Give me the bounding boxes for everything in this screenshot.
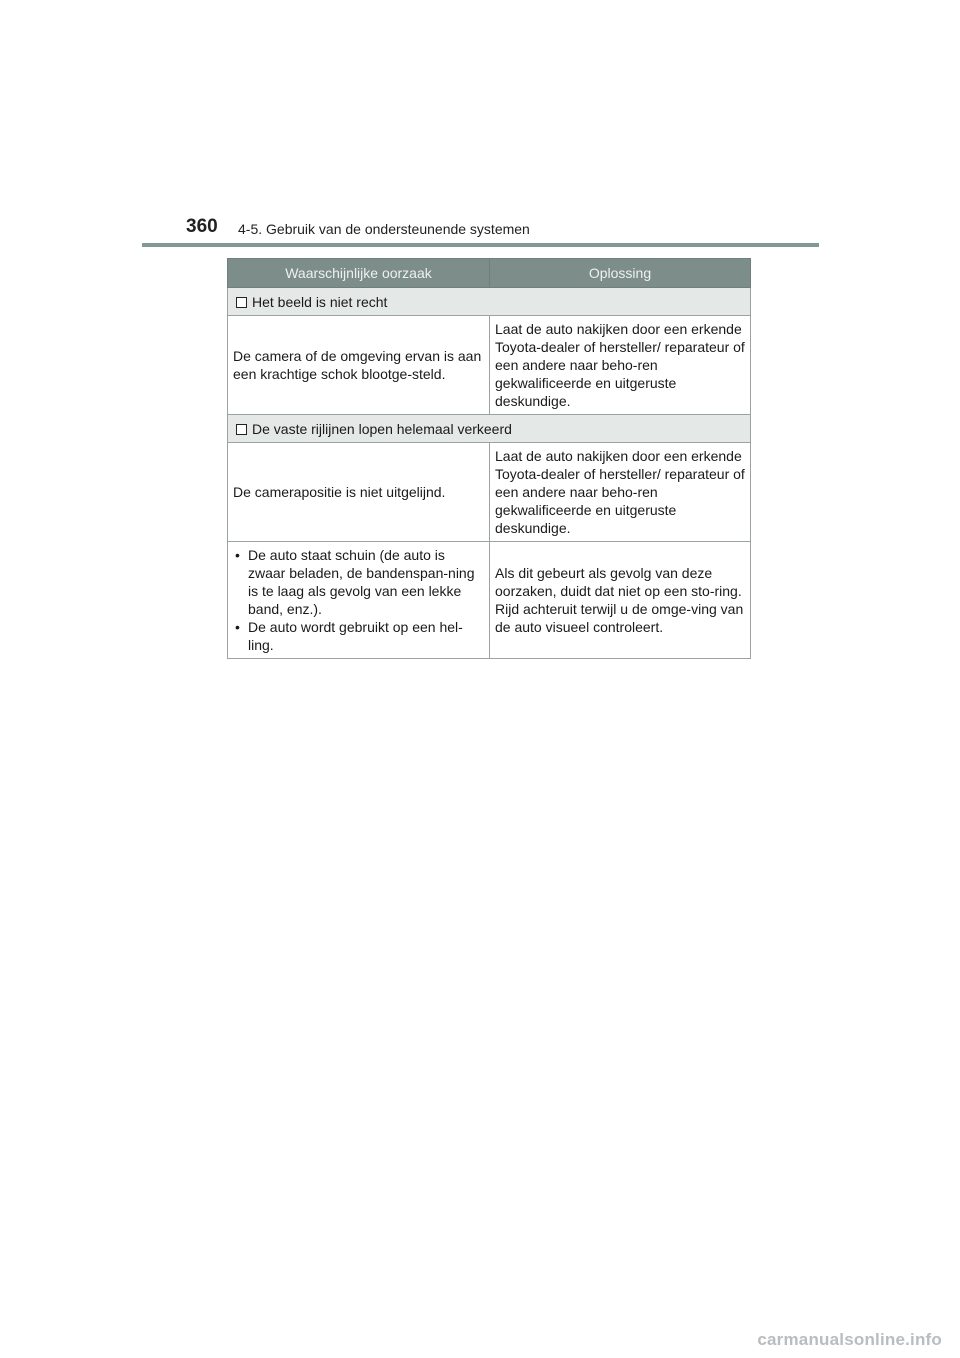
solution-cell: Als dit gebeurt als gevolg van deze oorzaken, duidt dat niet op een sto-ring. Rijd achteruit terwijl u de omge-ving van de auto visueel controleert. <box>490 542 751 659</box>
cause-cell: De camera of de omgeving ervan is aan een krachtige schok blootge-steld. <box>228 316 490 415</box>
table-row <box>228 443 751 542</box>
section-title: 4-5. Gebruik van de ondersteunende systemen <box>238 221 530 237</box>
table-header-row <box>228 259 751 288</box>
column-header-cause: Waarschijnlijke oorzaak <box>228 259 490 288</box>
table-row <box>228 316 751 415</box>
list-item: • De auto wordt gebruikt op een hel-ling. <box>233 618 484 654</box>
cause-bullet-list <box>233 546 484 654</box>
page-number: 360 <box>186 216 218 237</box>
group-row <box>228 415 751 443</box>
column-header-solution: Oplossing <box>490 259 751 288</box>
group-title: De vaste rijlijnen lopen helemaal verkeerd <box>252 420 512 437</box>
group-row <box>228 288 751 316</box>
troubleshooting-table <box>227 258 751 659</box>
table-row <box>228 542 751 659</box>
watermark-text: carmanualsonline.info <box>757 1330 942 1349</box>
checkbox-square-icon <box>236 424 247 435</box>
group-cell <box>228 288 751 316</box>
cause-cell <box>228 542 490 659</box>
cause-cell: De camerapositie is niet uitgelijnd. <box>228 443 490 542</box>
group-cell <box>228 415 751 443</box>
group-title: Het beeld is niet recht <box>252 293 388 310</box>
header-rule <box>142 243 819 247</box>
solution-cell: Laat de auto nakijken door een erkende Toyota-dealer of hersteller/ reparateur of een andere naar beho-ren gekwalificeerde en uitgeruste deskundige. <box>490 443 751 542</box>
solution-cell: Laat de auto nakijken door een erkende Toyota-dealer of hersteller/ reparateur of een andere naar beho-ren gekwalificeerde en uitgeruste deskundige. <box>490 316 751 415</box>
list-item: • De auto staat schuin (de auto is zwaar beladen, de bandenspan-ning is te laag als gevolg van een lekke band, enz.). <box>233 546 484 618</box>
checkbox-square-icon <box>236 297 247 308</box>
